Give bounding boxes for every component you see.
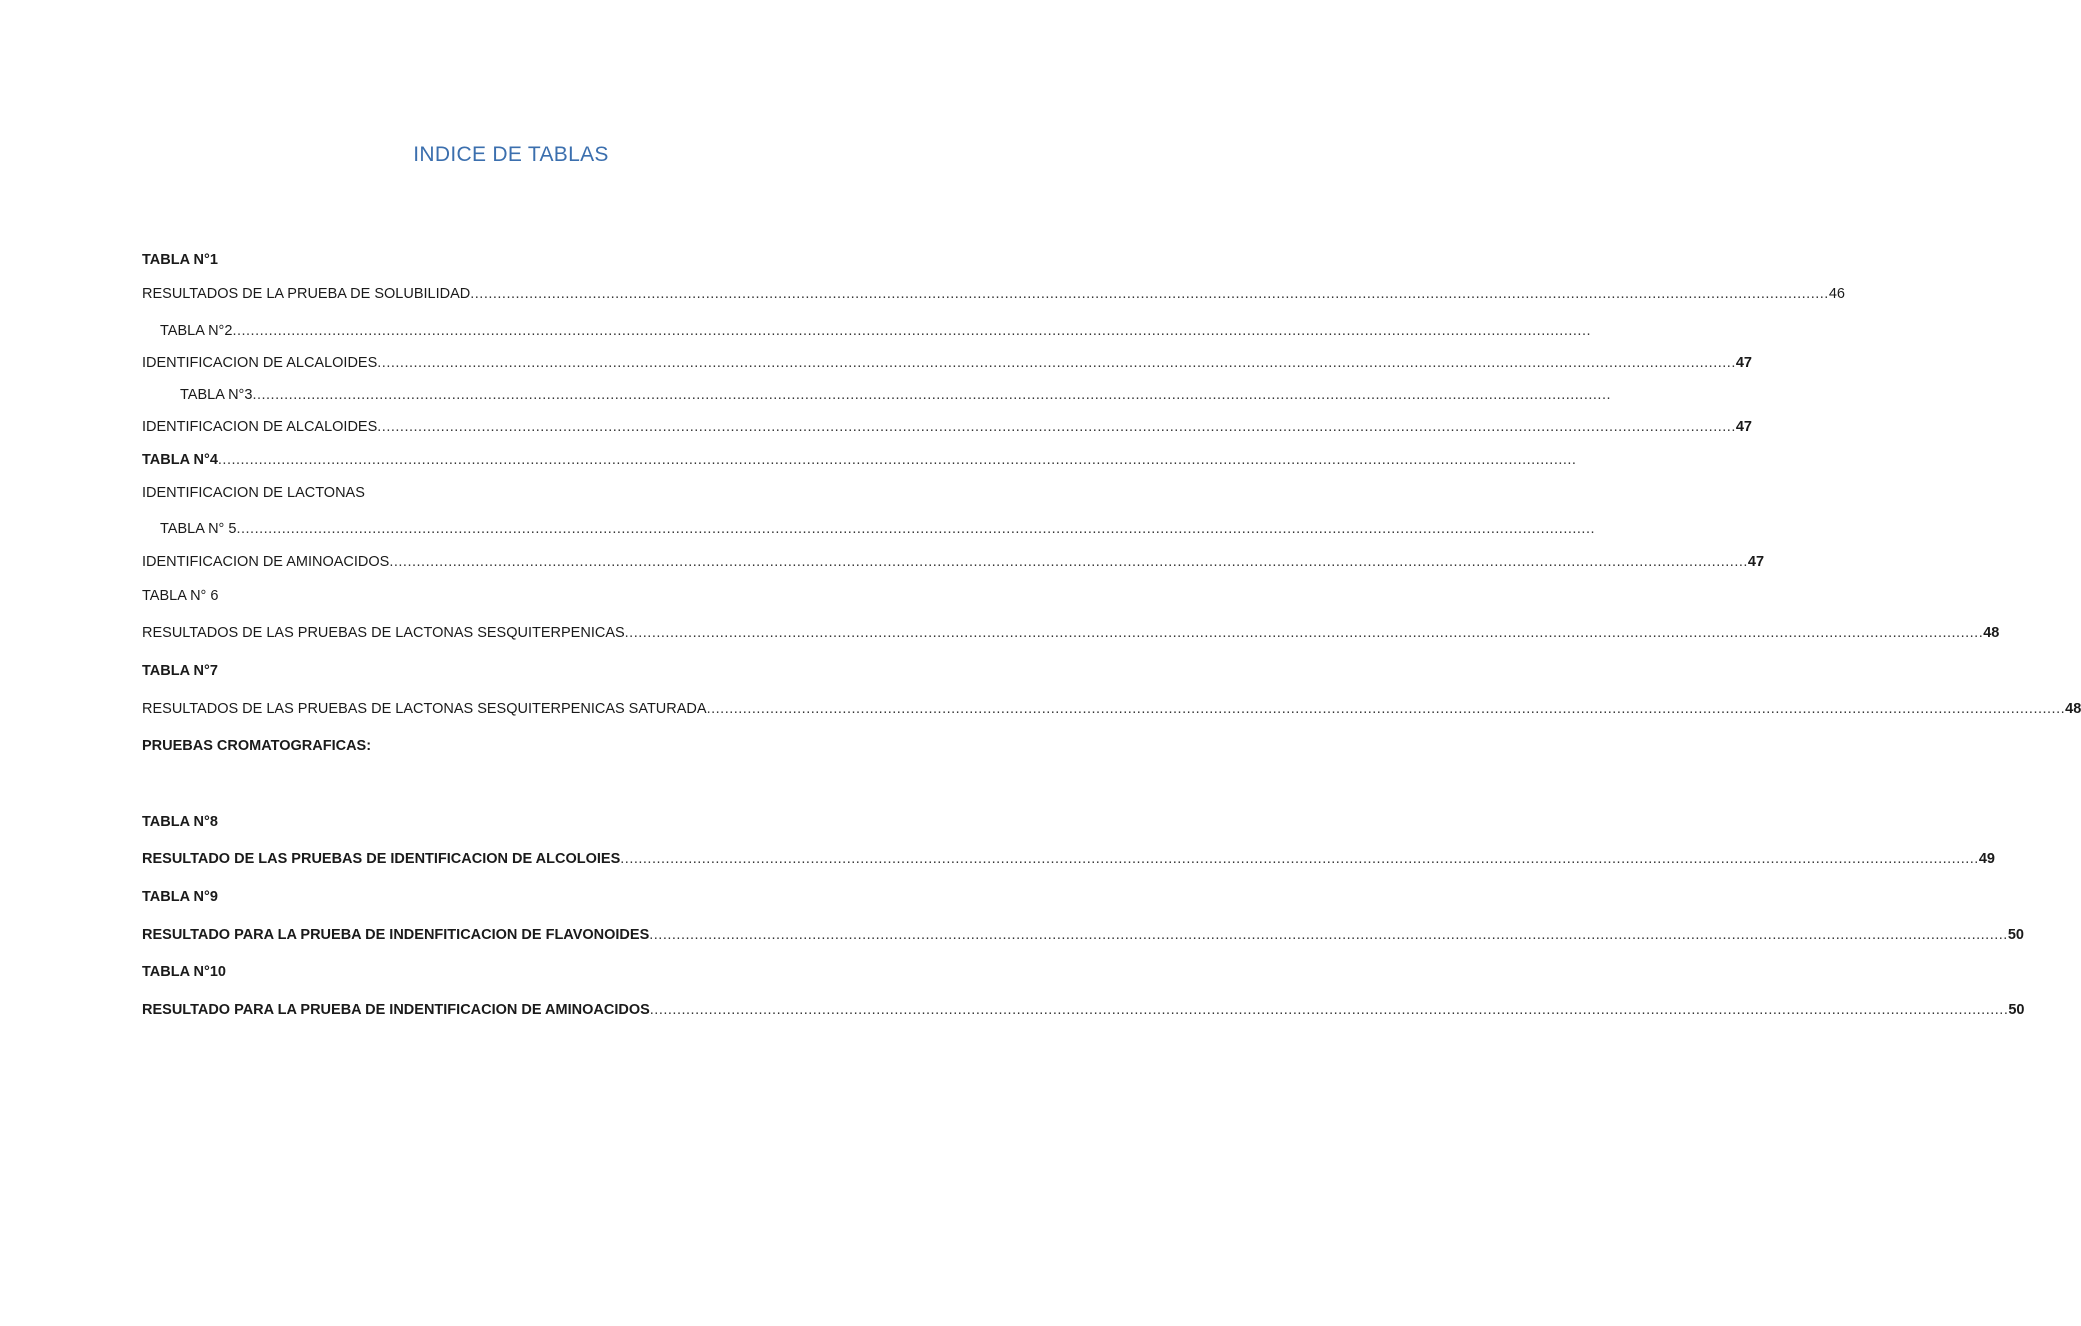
toc-heading-tabla-6: [142, 585, 882, 607]
dot-leader: ............................................................................................................................................................................................................................................................................................................: [624, 625, 1984, 641]
toc-page-number: 47: [1747, 554, 1765, 570]
toc-heading-text: TABLA N°7: [142, 663, 218, 679]
toc-entry-text: IDENTIFICACION DE LACTONAS: [142, 485, 365, 501]
toc-heading-text: TABLA N° 5: [160, 521, 237, 537]
toc-entry-tabla-10[interactable]: [142, 999, 2025, 1021]
toc-page-number: 49: [1978, 851, 1995, 867]
dot-leader: ............................................................................................................................................................................................................................................................................................................: [620, 851, 1979, 867]
toc-entry-text: RESULTADOS DE LAS PRUEBAS DE LACTONAS SESQUITERPENICAS: [142, 625, 625, 641]
toc-entry-tabla-5[interactable]: [142, 551, 1765, 573]
toc-heading-tabla-1: [142, 249, 882, 271]
toc-page-number: 48: [1983, 625, 2000, 641]
toc-page-number: 46: [1828, 286, 1845, 302]
dot-leader: ............................................................................................................................................................................................................................................................................................................: [252, 387, 1612, 403]
toc-entry-tabla-4[interactable]: [142, 482, 882, 504]
toc-page-number: 47: [1735, 419, 1752, 435]
dot-leader: ............................................................................................................................................................................................................................................................................................................: [706, 701, 2066, 717]
dot-leader: ............................................................................................................................................................................................................................................................................................................: [377, 355, 1736, 371]
toc-entry-text: IDENTIFICACION DE ALCALOIDES: [142, 419, 378, 435]
dot-leader: ............................................................................................................................................................................................................................................................................................................: [232, 323, 1592, 339]
toc-entry-text: IDENTIFICACION DE ALCALOIDES: [142, 355, 378, 371]
toc-entry-tabla-2[interactable]: [142, 352, 1752, 374]
dot-leader: ............................................................................................................................................................................................................................................................................................................: [649, 927, 2008, 943]
toc-heading-tabla-9: [142, 886, 882, 908]
toc-entry-text: RESULTADO PARA LA PRUEBA DE INDENFITICACION DE FLAVONOIDES: [142, 927, 650, 943]
toc-page-number: 50: [2008, 1002, 2025, 1018]
dot-leader: ............................................................................................................................................................................................................................................................................................................: [389, 554, 1748, 570]
toc-entry-tabla-3[interactable]: [142, 416, 1752, 438]
toc-heading-tabla-5: [160, 518, 1596, 540]
toc-heading-text: TABLA N°3: [180, 387, 253, 403]
toc-page-number: 50: [2007, 927, 2024, 943]
toc-heading-text: TABLA N°2: [160, 323, 233, 339]
dot-leader: ............................................................................................................................................................................................................................................................................................................: [236, 521, 1596, 537]
toc-page-number: 48: [2065, 701, 2081, 717]
toc-heading-text: TABLA N°9: [142, 889, 218, 905]
toc-heading-tabla-7: [142, 660, 882, 682]
toc-entry-tabla-1[interactable]: [142, 283, 1845, 305]
dot-leader: ............................................................................................................................................................................................................................................................................................................: [470, 286, 1829, 302]
toc-heading-tabla-8: [142, 811, 882, 833]
toc-entry-text: RESULTADO PARA LA PRUEBA DE INDENTIFICACION DE AMINOACIDOS: [142, 1002, 650, 1018]
toc-entry-text: RESULTADOS DE LA PRUEBA DE SOLUBILIDAD: [142, 286, 471, 302]
toc-entry-text: IDENTIFICACION DE AMINOACIDOS: [142, 554, 390, 570]
toc-heading-tabla-3: [180, 384, 1612, 406]
dot-leader: ............................................................................................................................................................................................................................................................................................................: [377, 419, 1736, 435]
dot-leader: ............................................................................................................................................................................................................................................................................................................: [649, 1002, 2009, 1018]
toc-heading-text: TABLA N°8: [142, 814, 218, 830]
toc-entry-tabla-7[interactable]: [142, 698, 2081, 720]
toc-heading-text: TABLA N° 6: [142, 588, 219, 604]
toc-heading-tabla-10: [142, 961, 882, 983]
toc-heading-tabla-2: [160, 320, 1592, 342]
toc-section-heading: [142, 735, 882, 757]
toc-heading-tabla-4: [142, 449, 1577, 471]
toc-heading-text: TABLA N°1: [142, 252, 218, 268]
toc-entry-tabla-9[interactable]: [142, 924, 2024, 946]
toc-entry-tabla-8[interactable]: [142, 848, 1995, 870]
toc-entry-tabla-6[interactable]: [142, 622, 2000, 644]
page-title: INDICE DE TABLAS: [413, 143, 609, 166]
dot-leader: ............................................................................................................................................................................................................................................................................................................: [217, 452, 1577, 468]
toc-entry-text: RESULTADO DE LAS PRUEBAS DE IDENTIFICACION DE ALCOLOIES: [142, 851, 621, 867]
toc-heading-text: PRUEBAS CROMATOGRAFICAS:: [142, 738, 372, 754]
toc-page-number: 47: [1735, 355, 1752, 371]
toc-heading-text: TABLA N°10: [142, 964, 226, 980]
toc-entry-text: RESULTADOS DE LAS PRUEBAS DE LACTONAS SESQUITERPENICAS SATURADA: [142, 701, 707, 717]
toc-heading-text: TABLA N°4: [142, 452, 218, 468]
